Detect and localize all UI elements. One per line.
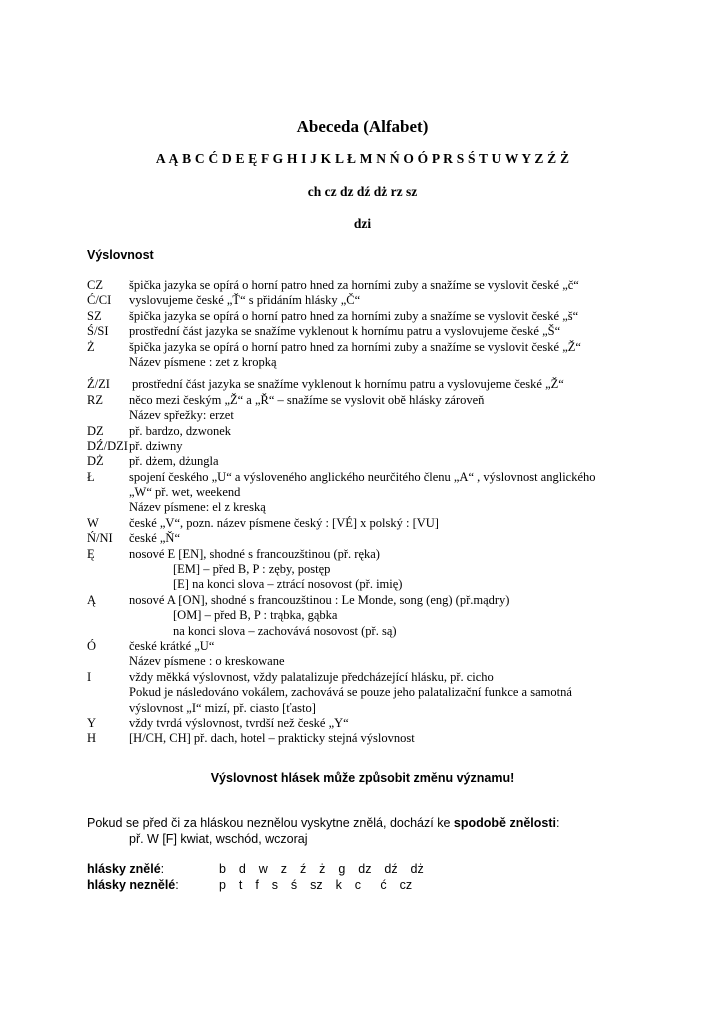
pron-text: [OM] – před B, P : trąbka, gąbka [173, 608, 338, 623]
page-title: Abeceda (Alfabet) [296, 117, 429, 136]
pron-code: Ą [87, 592, 97, 607]
section-heading: Výslovnost [87, 248, 154, 262]
pron-code: Ł [87, 469, 95, 484]
pron-text: [H/CH, CH] př. dach, hotel – prakticky stejná výslovnost [129, 731, 415, 746]
pron-code: Ń/NI [87, 531, 113, 546]
assimilation-example: př. W [F] kwiat, wschód, wczoraj [129, 832, 308, 846]
pron-text: prostřední část jazyka se snažíme vyklenout k hornímu patru a vyslovujeme české „Š“ [129, 324, 561, 339]
pron-row [87, 355, 647, 370]
notice-heading: Výslovnost hlásek může způsobit změnu významu! [210, 771, 515, 785]
pron-text: Název spřežky: erzet [129, 408, 234, 423]
pron-row [87, 293, 647, 308]
pron-text: něco mezi českým „Ž“ a „Ř“ – snažíme se vyslovit obě hlásky zároveň [129, 392, 485, 407]
pron-row [87, 624, 647, 639]
pron-row [87, 562, 647, 577]
voiceless-label [87, 878, 179, 892]
pron-row [87, 654, 647, 669]
voiced-label-text: hlásky znělé [87, 862, 161, 876]
pron-row [87, 731, 647, 746]
digraphs-line-1: ch cz dz dź dż rz sz [307, 184, 418, 199]
pron-row [87, 377, 647, 392]
voiceless-values: p t f s ś sz k c ć cz [219, 878, 413, 892]
pron-row [87, 278, 647, 293]
pron-row [87, 454, 647, 469]
pron-text: spojení českého „U“ a výsloveného anglického neurčitého členu „A“ , výslovnost anglického [129, 469, 596, 484]
pron-text: nosové E [EN], shodné s francouzštinou (př. ręka) [129, 546, 380, 561]
pron-row [87, 639, 647, 654]
pron-code: Ć/CI [87, 293, 112, 308]
pron-row [87, 424, 647, 439]
pron-text: na konci slova – zachovává nosovost (př. są) [173, 623, 397, 638]
pron-text: Pokud je následováno vokálem, zachovává se pouze jeho palatalizační funkce a samotná [129, 685, 572, 700]
pron-row [87, 670, 647, 685]
pron-code: Ó [87, 638, 97, 653]
pron-text: př. dziwny [129, 438, 183, 453]
pron-row [87, 485, 647, 500]
pron-row [87, 340, 647, 355]
pron-text: výslovnost „I“ mizí, př. ciasto [ťasto] [129, 700, 316, 715]
voiced-label-colon: : [160, 862, 165, 876]
voiced-label [87, 862, 164, 876]
alphabet-line: A Ą B C Ć D E Ę F G H I J K L Ł M N Ń O Ó P R S Ś T U W Y Z Ź Ż [155, 151, 570, 166]
pron-text: vždy měkká výslovnost, vždy palatalizuje předcházející hlásku, př. cicho [129, 669, 494, 684]
pron-row [87, 701, 647, 716]
pron-code: DZ [87, 423, 104, 438]
digraphs-line-2: dzi [353, 216, 372, 231]
pron-text: české „V“, pozn. název písmene český : [VÉ] x polský : [VU] [129, 515, 439, 530]
pron-row [87, 500, 647, 515]
pron-text: [EM] – před B, P : zęby, postęp [173, 562, 331, 577]
pron-row [87, 716, 647, 731]
pron-code: DŹ/DZI [87, 438, 128, 453]
pron-row [87, 577, 647, 592]
pron-code: Ź/ZI [87, 377, 110, 392]
pron-code: RZ [87, 392, 103, 407]
pron-text: Název písmene : o kreskowane [129, 654, 285, 669]
pron-code: Ś/SI [87, 324, 109, 339]
pron-row [87, 516, 647, 531]
pron-text: Název písmene : zet z kropką [129, 354, 277, 369]
pron-text: nosové A [ON], shodné s francouzštinou : Le Monde, song (eng) (př.mądry) [129, 592, 510, 607]
pron-text: špička jazyka se opírá o horní patro hned za horními zuby a snažíme se vyslovit české „š“ [129, 308, 579, 323]
pron-code: SZ [87, 308, 102, 323]
pron-code: I [87, 669, 92, 684]
pron-text: české „Ň“ [129, 531, 181, 546]
pron-text: Název písmene: el z kreską [129, 500, 266, 515]
pron-text: „W“ př. wet, weekend [129, 485, 241, 500]
pron-row [87, 393, 647, 408]
pron-row [87, 408, 647, 423]
pron-code: CZ [87, 278, 103, 292]
pron-code: W [87, 515, 99, 530]
paragraph-text-after: : [555, 816, 560, 830]
pron-row [87, 439, 647, 454]
pron-text: české krátké „U“ [129, 638, 215, 653]
pron-row [87, 470, 647, 485]
pron-text: vyslovujeme české „Ť“ s přidáním hlásky „Č“ [129, 293, 361, 308]
pronunciation-list [87, 278, 647, 747]
voiceless-label-text: hlásky neznělé [87, 878, 176, 892]
pron-code: Ż [87, 339, 95, 354]
pron-text: špička jazyka se opírá o horní patro hned za horními zuby a snažíme se vyslovit české „č“ [129, 278, 579, 292]
pron-text: př. bardzo, dzwonek [129, 423, 232, 438]
pron-row [87, 593, 647, 608]
pron-row [87, 608, 647, 623]
pron-row [87, 309, 647, 324]
pron-code: H [87, 731, 97, 746]
voiceless-label-colon: : [175, 878, 179, 892]
voiced-values: b d w z ź ż g dz dź dż [219, 862, 424, 876]
pron-text: [E] na konci slova – ztrácí nosovost (př. imię) [173, 577, 403, 592]
pron-code: Ę [87, 546, 95, 561]
paragraph-text-before: Pokud se před či za hláskou neznělou vyskytne znělá, dochází ke [87, 816, 454, 830]
pron-text: prostřední část jazyka se snažíme vyklenout k hornímu patru a vyslovujeme české „Ž“ [132, 377, 564, 392]
pron-code: Y [87, 715, 97, 730]
pron-row [87, 547, 647, 562]
assimilation-paragraph [87, 816, 559, 830]
pron-row [87, 685, 647, 700]
pron-row [87, 531, 647, 546]
pron-row [87, 324, 647, 339]
paragraph-bold-term: spodobě znělosti [453, 816, 556, 830]
pron-text: špička jazyka se opírá o horní patro hned za horními zuby a snažíme se vyslovit české „Ž“ [129, 339, 581, 354]
pron-text: př. dżem, dżungla [129, 454, 219, 469]
pron-code: DŻ [87, 454, 104, 469]
pron-text: vždy tvrdá výslovnost, tvrdší než české „Y“ [129, 715, 349, 730]
